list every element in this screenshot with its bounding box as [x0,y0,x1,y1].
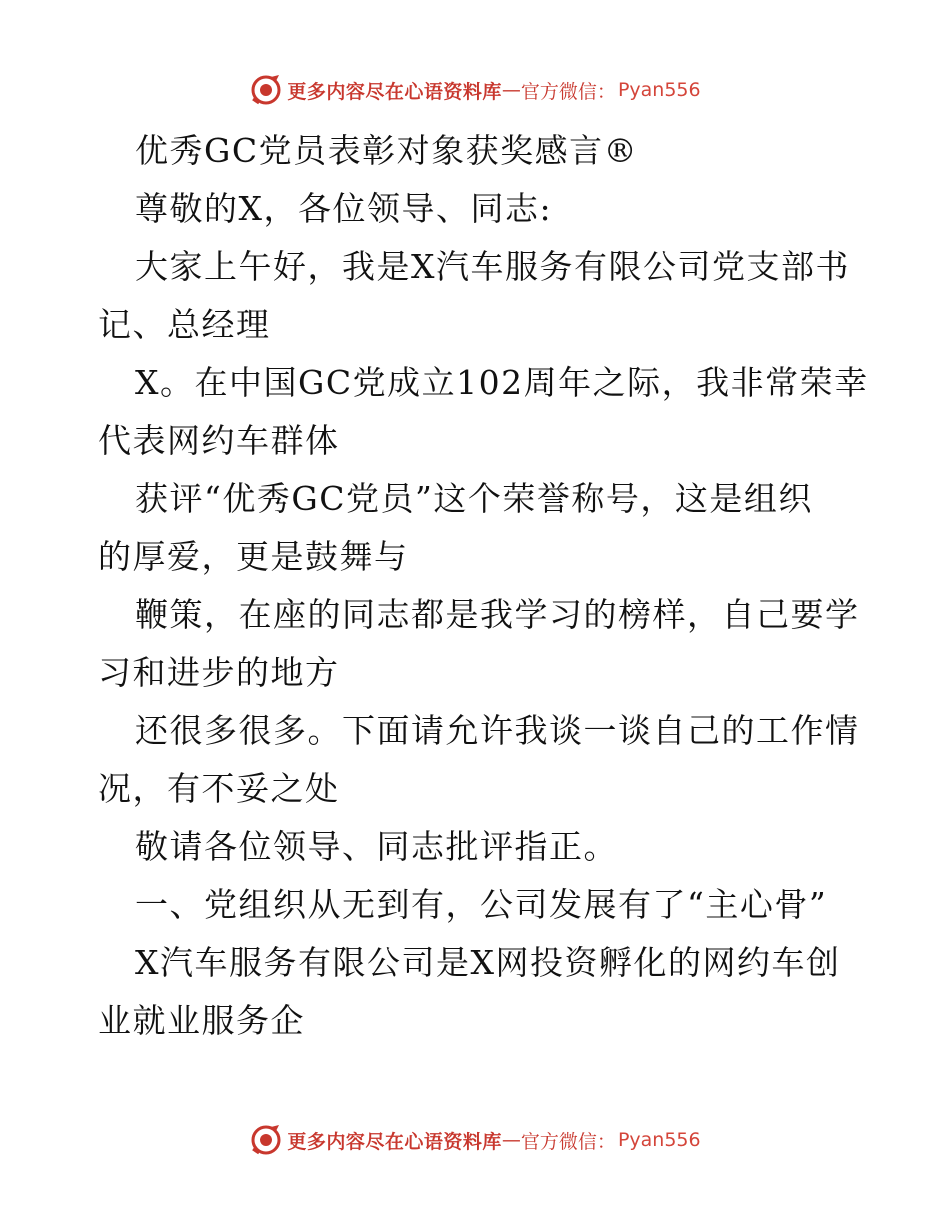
quill-seal-icon [249,1123,283,1157]
paragraph-line: 敬请各位领导、同志批评指正。 [135,827,618,866]
paragraph-line: 习和进步的地方 [98,653,340,692]
footer-banner [0,1120,950,1160]
banner-main-text: 更多内容尽在心语资料库 [287,1130,502,1153]
banner-wechat-id: Pyan556 [617,79,701,101]
paragraph-line: 还很多很多。下面请允许我谈一谈自己的工作情 [135,711,860,750]
banner-separator: — [501,1129,521,1151]
paragraph-line: X。在中国GC党成立102周年之际，我非常荣幸 [135,363,869,402]
paragraph-line: 的厚爱，更是鼓舞与 [98,537,409,576]
paragraph-line: 大家上午好，我是X汽车服务有限公司党支部书 [135,247,850,286]
banner-main-text: 更多内容尽在心语资料库 [287,80,502,103]
section-heading: 一、党组织从无到有，公司发展有了“主心骨” [135,885,828,924]
paragraph-line: 获评“优秀GC党员”这个荣誉称号，这是组织 [135,479,813,518]
paragraph-line: 尊敬的X，各位领导、同志: [135,189,553,228]
paragraph-line: 代表网约车群体 [98,421,340,460]
paragraph-line: 业就业服务企 [98,1001,305,1040]
banner-separator: — [501,79,521,101]
banner-wechat-id: Pyan556 [617,1129,701,1151]
paragraph-line: 记、总经理 [98,305,271,344]
document-body [98,122,869,1050]
quill-seal-icon [249,73,283,107]
paragraph-line: X汽车服务有限公司是X网投资孵化的网约车创 [135,943,841,982]
header-banner [0,70,950,110]
document-title: 优秀GC党员表彰对象获奖感言® [135,131,639,170]
banner-official-label: 官方微信： [520,1130,616,1153]
paragraph-line: 况，有不妥之处 [98,769,340,808]
banner-official-label: 官方微信： [520,80,616,103]
paragraph-line: 鞭策，在座的同志都是我学习的榜样，自己要学 [135,595,860,634]
